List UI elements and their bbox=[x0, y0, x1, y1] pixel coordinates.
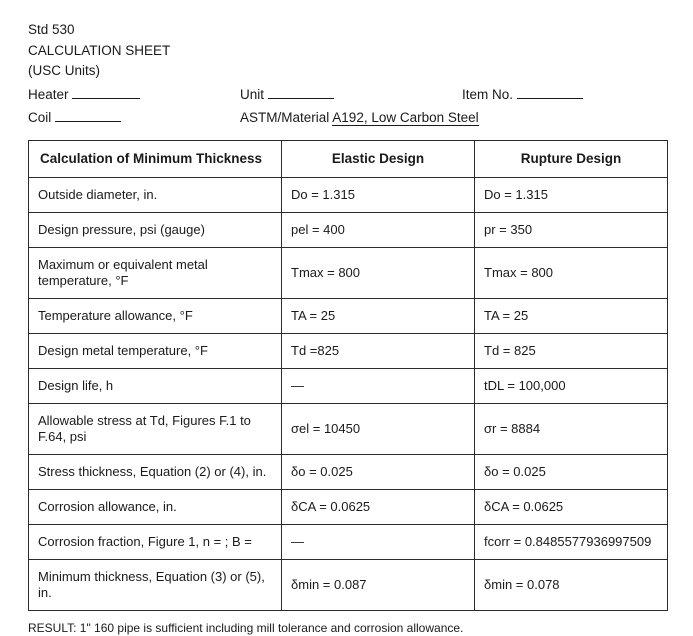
table-header-row bbox=[29, 140, 668, 177]
row-rupture-value: Tmax = 800 bbox=[475, 247, 668, 298]
heater-field bbox=[28, 84, 240, 105]
table-row bbox=[29, 247, 668, 298]
row-rupture-value: Do = 1.315 bbox=[475, 177, 668, 212]
row-elastic-value: δmin = 0.087 bbox=[282, 559, 475, 610]
row-elastic-value: Do = 1.315 bbox=[282, 177, 475, 212]
table-row bbox=[29, 403, 668, 454]
minimum-thickness-table bbox=[28, 140, 668, 611]
row-elastic-value: δCA = 0.0625 bbox=[282, 489, 475, 524]
row-label: Temperature allowance, °F bbox=[29, 298, 282, 333]
row-rupture-value: δCA = 0.0625 bbox=[475, 489, 668, 524]
row-label: Minimum thickness, Equation (3) or (5), in. bbox=[29, 559, 282, 610]
row-elastic-value: Tmax = 800 bbox=[282, 247, 475, 298]
heater-blank[interactable] bbox=[72, 85, 140, 99]
table-row bbox=[29, 333, 668, 368]
item-no-label: Item No. bbox=[462, 86, 514, 102]
document-title: CALCULATION SHEET bbox=[28, 42, 171, 58]
unit-label: Unit bbox=[240, 86, 265, 102]
units-subtitle: (USC Units) bbox=[28, 63, 101, 78]
unit-blank[interactable] bbox=[268, 85, 334, 99]
row-elastic-value: σel = 10450 bbox=[282, 403, 475, 454]
row-label: Design pressure, psi (gauge) bbox=[29, 212, 282, 247]
row-label: Allowable stress at Td, Figures F.1 to F.64, psi bbox=[29, 403, 282, 454]
row-label: Design metal temperature, °F bbox=[29, 333, 282, 368]
row-elastic-value: Td =825 bbox=[282, 333, 475, 368]
row-label: Corrosion allowance, in. bbox=[29, 489, 282, 524]
coil-label: Coil bbox=[28, 109, 52, 125]
row-rupture-value: δo = 0.025 bbox=[475, 454, 668, 489]
document-header bbox=[28, 20, 667, 82]
row-rupture-value: TA = 25 bbox=[475, 298, 668, 333]
column-header-calculation: Calculation of Minimum Thickness bbox=[29, 140, 282, 177]
table-row bbox=[29, 454, 668, 489]
table-row bbox=[29, 559, 668, 610]
row-rupture-value: σr = 8884 bbox=[475, 403, 668, 454]
heater-unit-item-row bbox=[28, 84, 667, 105]
coil-material-row bbox=[28, 107, 667, 128]
item-no-field bbox=[462, 84, 667, 105]
item-no-blank[interactable] bbox=[517, 85, 583, 99]
table-row bbox=[29, 212, 668, 247]
row-label: Design life, h bbox=[29, 368, 282, 403]
row-label: Corrosion fraction, Figure 1, n = ; B = bbox=[29, 524, 282, 559]
row-label: Maximum or equivalent metal temperature, °F bbox=[29, 247, 282, 298]
row-label: Outside diameter, in. bbox=[29, 177, 282, 212]
row-elastic-value: — bbox=[282, 368, 475, 403]
row-elastic-value: TA = 25 bbox=[282, 298, 475, 333]
row-rupture-value: δmin = 0.078 bbox=[475, 559, 668, 610]
table-row bbox=[29, 524, 668, 559]
table-row bbox=[29, 368, 668, 403]
row-elastic-value: δo = 0.025 bbox=[282, 454, 475, 489]
heater-label: Heater bbox=[28, 86, 69, 102]
table-row bbox=[29, 177, 668, 212]
table-row bbox=[29, 489, 668, 524]
table-row bbox=[29, 298, 668, 333]
row-rupture-value: tDL = 100,000 bbox=[475, 368, 668, 403]
row-rupture-value: pr = 350 bbox=[475, 212, 668, 247]
row-label: Stress thickness, Equation (2) or (4), in. bbox=[29, 454, 282, 489]
result-text: RESULT: 1" 160 pipe is sufficient including mill tolerance and corrosion allowance. bbox=[28, 620, 464, 635]
column-header-elastic-design: Elastic Design bbox=[282, 140, 475, 177]
unit-field bbox=[240, 84, 462, 105]
astm-material-field bbox=[240, 107, 667, 128]
column-header-rupture-design: Rupture Design bbox=[475, 140, 668, 177]
astm-material-label: ASTM/Material bbox=[240, 109, 330, 125]
row-rupture-value: Td = 825 bbox=[475, 333, 668, 368]
coil-field bbox=[28, 107, 240, 128]
coil-blank[interactable] bbox=[55, 108, 121, 122]
standard-number: Std 530 bbox=[28, 22, 75, 37]
row-rupture-value: fcorr = 0.8485577936997509 bbox=[475, 524, 668, 559]
astm-material-value: A192, Low Carbon Steel bbox=[332, 109, 479, 125]
row-elastic-value: pel = 400 bbox=[282, 212, 475, 247]
row-elastic-value: — bbox=[282, 524, 475, 559]
